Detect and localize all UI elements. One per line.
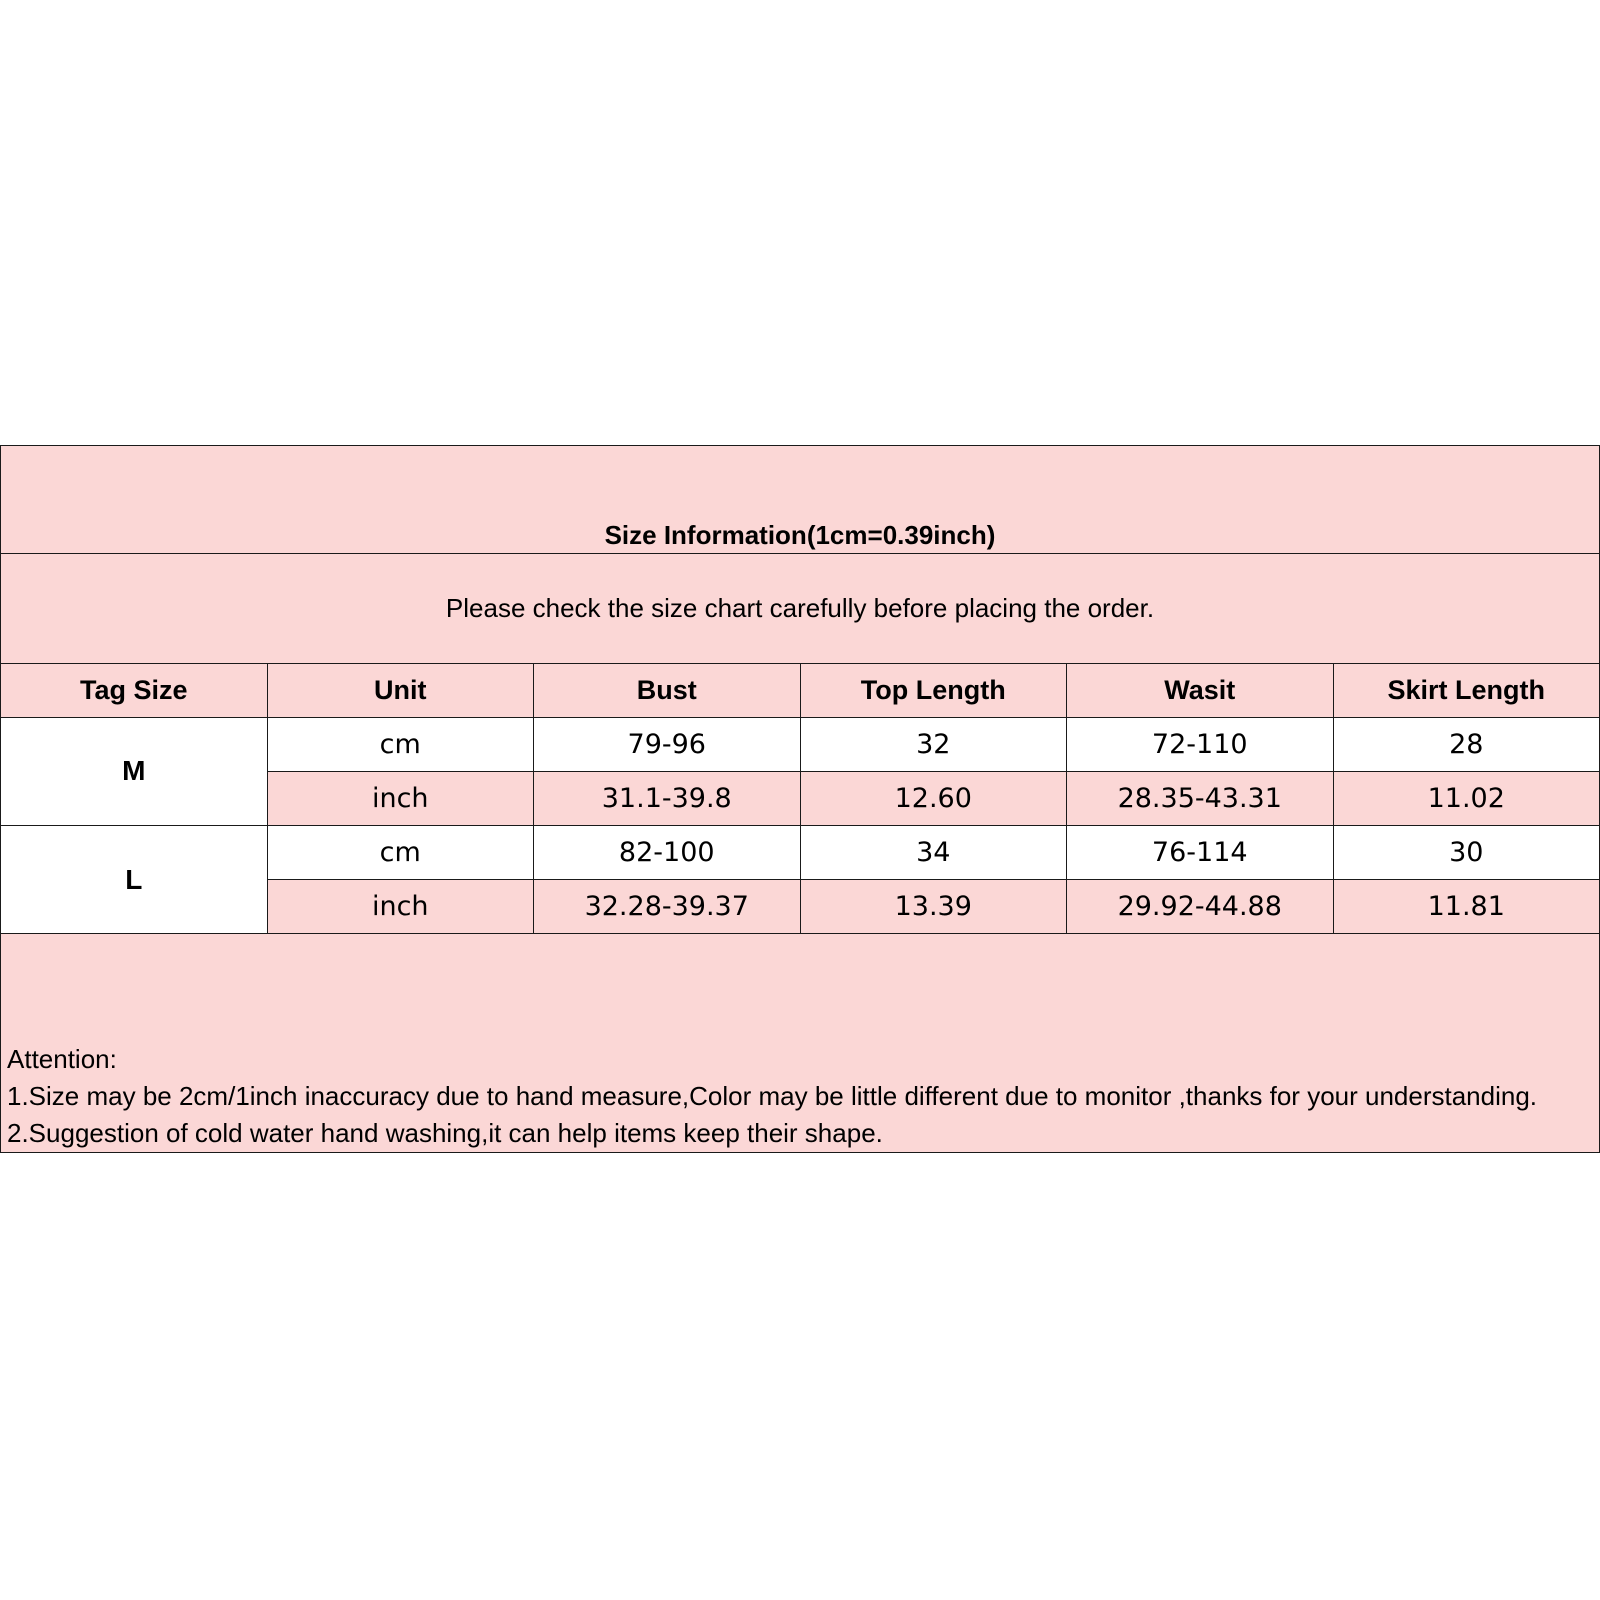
attention-line-1: 1.Size may be 2cm/1inch inaccuracy due to hand measure,Color may be little different due to monitor ,thanks for your understanding. [7,1081,1538,1111]
tag-size-m: M [1,717,268,825]
skirt-length-cell: 28 [1333,717,1600,771]
bust-cell: 79-96 [534,717,801,771]
table-row [1,717,1600,771]
skirt-length-cell: 11.02 [1333,771,1600,825]
attention-line-2: 2.Suggestion of cold water hand washing,it can help items keep their shape. [7,1118,883,1148]
table-row [1,826,1600,880]
top-length-cell: 13.39 [800,880,1067,934]
unit-cell: inch [267,880,534,934]
header-row [1,663,1600,717]
bust-cell: 31.1-39.8 [534,771,801,825]
waist-cell: 29.92-44.88 [1067,880,1334,934]
unit-cell: cm [267,826,534,880]
top-length-cell: 12.60 [800,771,1067,825]
waist-cell: 72-110 [1067,717,1334,771]
header-bust: Bust [534,663,801,717]
unit-cell: cm [267,717,534,771]
attention-row [1,934,1600,1153]
notice-row [1,554,1600,663]
waist-cell: 76-114 [1067,826,1334,880]
header-tag-size: Tag Size [1,663,268,717]
top-length-cell: 34 [800,826,1067,880]
unit-cell: inch [267,771,534,825]
skirt-length-cell: 11.81 [1333,880,1600,934]
header-unit: Unit [267,663,534,717]
top-length-cell: 32 [800,717,1067,771]
attention-heading: Attention: [7,1044,117,1074]
size-chart-notice: Please check the size chart carefully before placing the order. [1,554,1600,663]
bust-cell: 32.28-39.37 [534,880,801,934]
bust-cell: 82-100 [534,826,801,880]
size-chart-table [0,445,1600,1153]
tag-size-l: L [1,826,268,934]
header-waist: Wasit [1067,663,1334,717]
attention-notes [1,934,1600,1153]
title-row [1,446,1600,554]
waist-cell: 28.35-43.31 [1067,771,1334,825]
header-skirt-length: Skirt Length [1333,663,1600,717]
skirt-length-cell: 30 [1333,826,1600,880]
header-top-length: Top Length [800,663,1067,717]
size-info-title: Size Information(1cm=0.39inch) [1,446,1600,554]
